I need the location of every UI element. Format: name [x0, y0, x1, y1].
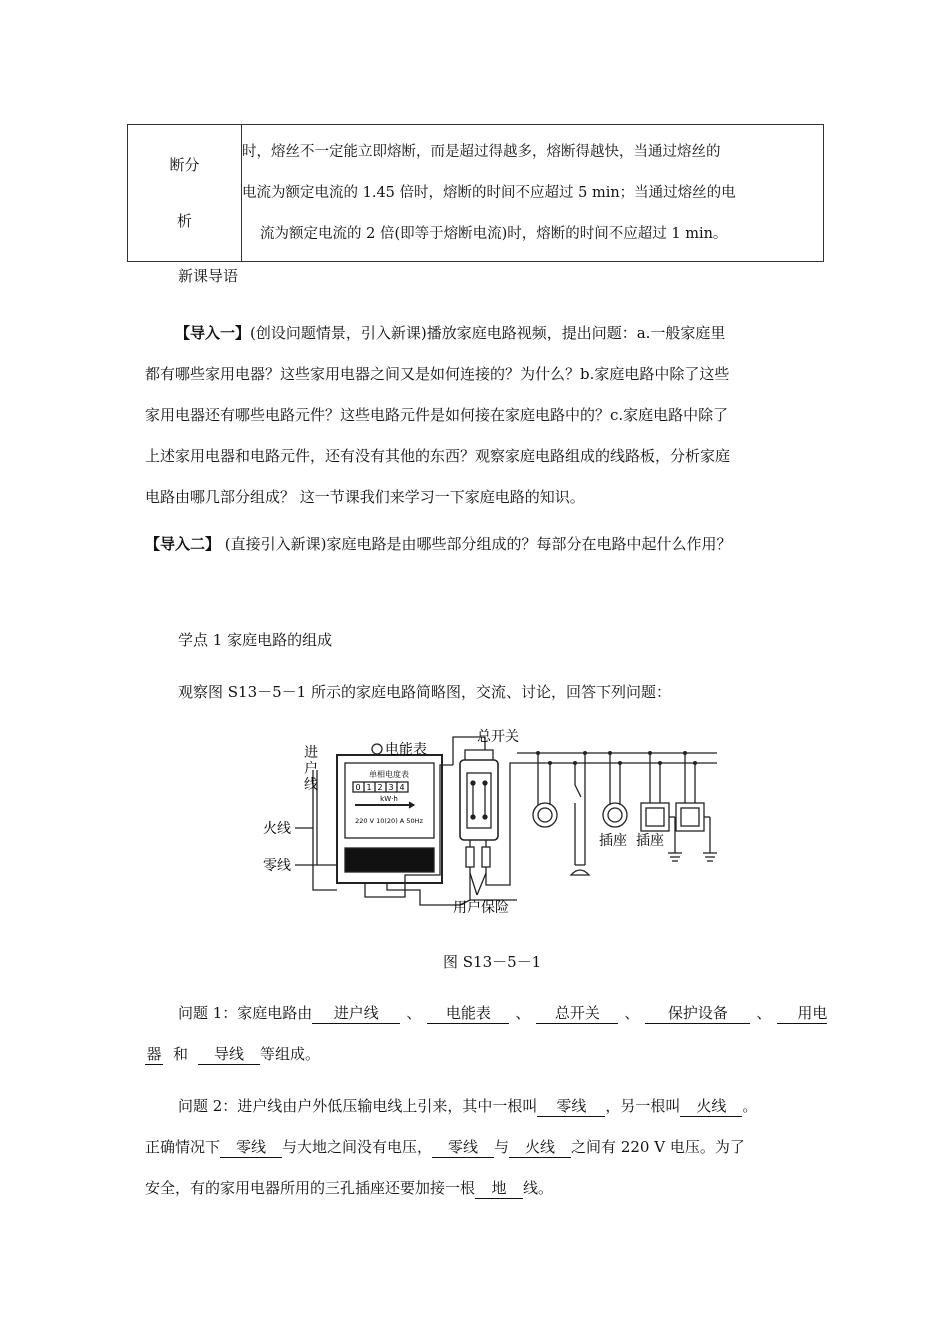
label-fuse: 用户保险	[453, 900, 509, 916]
q2-text: 正确情况下	[145, 1138, 221, 1156]
and-text: 和	[173, 1045, 189, 1063]
label-meter: 电能表	[385, 742, 427, 758]
label-main-switch: 总开关	[477, 729, 519, 745]
figure-caption: 图 S13－5－1	[443, 953, 542, 971]
table-content-line: 电流为额定电流的 1.45 倍时，熔断的时间不应超过 5 min；当通过熔丝的电	[242, 184, 736, 201]
label-live: 火线	[263, 821, 291, 837]
answer-blank: 导线	[198, 1044, 260, 1065]
answer-blank: 地	[475, 1178, 523, 1199]
intro-one-line: 家用电器还有哪些电路元件？这些电路元件是如何接在家庭电路中的？c.家庭电路中除了	[145, 406, 729, 424]
answer-blank: 进户线	[312, 1003, 400, 1024]
question-1-line1	[178, 1003, 827, 1024]
meter-digit: 4	[399, 783, 405, 792]
label-neutral: 零线	[263, 858, 291, 874]
meter-unit: kW·h	[380, 795, 398, 803]
table-label-cell	[128, 125, 242, 262]
q2-text: 线。	[523, 1179, 554, 1197]
q1-prefix: 问题 1：家庭电路由	[178, 1004, 313, 1022]
meter-title: 单相电度表	[369, 770, 409, 779]
meter-digit: 0	[355, 783, 361, 792]
intro-one	[145, 313, 807, 518]
q2-text: 安全，有的家用电器所用的三孔插座还要加接一根	[145, 1179, 476, 1197]
intro-one-line: 都有哪些家用电器？这些家用电器之间又是如何连接的？为什么？b.家庭电路中除了这些	[145, 365, 730, 383]
q1-suffix: 等组成。	[260, 1045, 321, 1063]
household-circuit-diagram	[255, 725, 725, 920]
info-table	[127, 124, 824, 262]
q2-text: 问题 2：进户线由户外低压输电线上引来，其中一根叫	[178, 1097, 538, 1115]
label-socket-1: 插座	[599, 833, 627, 849]
intro-two-tag: 【导入二】	[145, 535, 221, 553]
question-1-line2	[145, 1044, 320, 1065]
q2-text: 。	[742, 1097, 758, 1115]
section-title: 新课导语	[178, 267, 239, 285]
answer-blank: 零线	[537, 1096, 605, 1117]
separator: 、	[624, 1004, 640, 1022]
answer-blank: 火线	[509, 1137, 571, 1158]
intro-two	[145, 534, 732, 554]
q2-text: 与	[494, 1138, 510, 1156]
question-2-line3	[145, 1178, 553, 1199]
table-content-line: 时，熔丝不一定能立即熔断，而是超过得越多，熔断得越快，当通过熔丝的	[242, 143, 721, 160]
separator: 、	[406, 1004, 422, 1022]
q2-text: ，另一根叫	[605, 1097, 681, 1115]
answer-blank: 总开关	[536, 1003, 618, 1024]
table-label-line1: 断分	[169, 156, 200, 174]
q2-text: 与大地之间没有电压，	[282, 1138, 433, 1156]
label-incoming-3: 线	[304, 777, 318, 793]
table-content-line: 流为额定电流的 2 倍(即等于熔断电流)时，熔断的时间不应超过 1 min。	[260, 225, 728, 242]
answer-blank: 器	[146, 1045, 162, 1063]
intro-two-text: (直接引入新课)家庭电路是由哪些部分组成的？每部分在电路中起什么作用？	[220, 535, 732, 553]
label-incoming-1: 进	[304, 745, 318, 761]
label-socket-2: 插座	[636, 833, 664, 849]
question-2-line1	[178, 1096, 757, 1117]
answer-blank: 用电	[777, 1003, 827, 1024]
intro-one-line: (创设问题情景，引入新课)播放家庭电路视频，提出问题：a.一般家庭里	[250, 324, 726, 342]
question-2-line2	[145, 1137, 745, 1158]
meter-digit: 1	[366, 783, 372, 792]
meter-digit: 2	[377, 783, 383, 792]
separator: 、	[515, 1004, 531, 1022]
table-label-line2: 析	[176, 212, 192, 230]
meter-digit: 3	[388, 783, 394, 792]
answer-blank: 火线	[680, 1096, 742, 1117]
observe-text: 观察图 S13－5－1 所示的家庭电路简略图，交流、讨论，回答下列问题：	[178, 683, 671, 701]
table-content-cell	[242, 125, 824, 262]
answer-blank: 电能表	[427, 1003, 509, 1024]
point-title: 学点 1 家庭电路的组成	[178, 631, 333, 649]
intro-one-line: 上述家用电器和电路元件，还有没有其他的东西？观察家庭电路组成的线路板，分析家庭	[145, 447, 731, 465]
intro-one-line: 电路由哪几部分组成？ 这一节课我们来学习一下家庭电路的知识。	[145, 488, 585, 506]
q2-text: 之间有 220 V 电压。为了	[571, 1138, 745, 1156]
answer-blank: 零线	[432, 1137, 494, 1158]
answer-blank: 保护设备	[645, 1003, 750, 1024]
separator: 、	[756, 1004, 772, 1022]
meter-spec: 220 V 10(20) A 50Hz	[355, 817, 423, 825]
answer-blank: 零线	[220, 1137, 282, 1158]
label-incoming-2: 户	[304, 761, 318, 777]
intro-one-tag: 【导入一】	[175, 324, 251, 342]
